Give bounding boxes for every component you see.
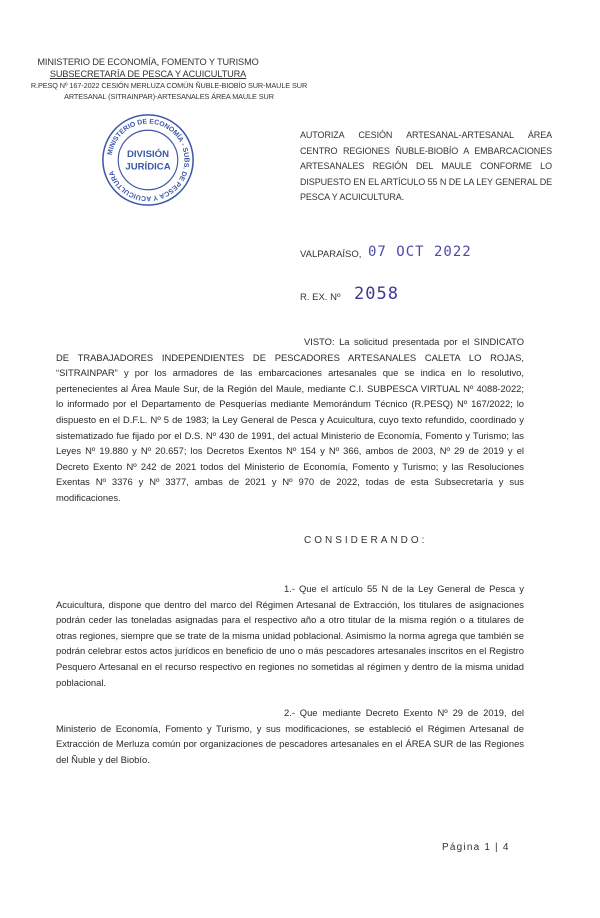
resolution-subject: AUTORIZA CESIÓN ARTESANAL-ARTESANAL ÁREA CENTRO REGIONES ÑUBLE-BIOBÍO A EMBARCACIONES ARTESANALES REGIÓN DEL MAULE CONFORME LO DISPUESTO EN EL ARTÍCULO 55 N DE LA LEY GENERAL DE PESCA Y ACUICULTURA. bbox=[300, 130, 552, 202]
page-number: Página 1 | 4 bbox=[442, 842, 510, 853]
resolution-label: R. EX. Nº bbox=[300, 292, 341, 303]
considerando-heading: CONSIDERANDO: bbox=[304, 535, 428, 546]
reference-line-2: ARTESANAL (SITRAINPAR)-ARTESANALES ÁREA MAULE SUR bbox=[64, 92, 274, 101]
reference-line-1: R.PESQ Nº 167-2022 CESIÓN MERLUZA COMÚN ÑUBLE-BIOBÍO SUR-MAULE SUR bbox=[30, 81, 308, 90]
subsecretaria-name: SUBSECRETARÍA DE PESCA Y ACUICULTURA bbox=[49, 69, 247, 79]
stamp-ring-text: MINISTERIO DE ECONOMÍA - SUBS. DE PESCA Y ACUICULTURA bbox=[106, 118, 190, 202]
letterhead bbox=[24, 56, 314, 102]
date-stamp: 07 OCT 2022 bbox=[368, 244, 472, 260]
visto-paragraph: VISTO: La solicitud presentada por el SINDICATO DE TRABAJADORES INDEPENDIENTES DE PESCADORES ARTESANALES CALETA LO ROJAS, “SITRAINPAR” y por los armadores de las embarcaciones artesanales que se indica en lo resolutivo, pertenecientes al Área Maule Sur, de la Región del Maule, mediante C.I. SUBPESCA VIRTUAL Nº 4088-2022; lo informado por el Departamento de Pesquerías mediante Memorándum Técnico (R.PESQ) Nº 167/2022; lo dispuesto en el D.F.L. Nº 5 de 1983; la Ley General de Pesca y Acuicultura, cuyo texto refundido, coordinado y sistematizado fue fijado por el D.S. Nº 430 de 1991, del actual Ministerio de Economía, Fomento y Turismo; las Leyes Nº 19.880 y Nº 20.657; los Decretos Exentos Nº 154 y Nº 366, ambos de 2003, Nº 29 de 2019 y el Decreto Exento Nº 242 de 2021 todos del Ministerio de Economía, Fomento y Turismo; y las Resoluciones Exentas Nº 3376 y Nº 3377, ambas de 2021 y Nº 970 de 2022, todas de esta Subsecretaría y sus modificaciones. bbox=[56, 336, 524, 503]
stamp-center-line1: DIVISIÓN bbox=[126, 149, 170, 161]
city-label: VALPARAÍSO, bbox=[300, 249, 362, 260]
division-juridica-stamp bbox=[100, 112, 196, 208]
resolution-number: 2058 bbox=[354, 284, 399, 304]
resolution-number-line bbox=[300, 284, 560, 308]
considerando-paragraph-1: 1.- Que el artículo 55 N de la Ley General de Pesca y Acuicultura, dispone que dentro del marco del Régimen Artesanal de Extracción, los titulares de asignaciones podrán ceder las toneladas asignadas para el respectivo año a otro titular de la misma región o a titulares de otras regiones, siempre que se trate de la misma unidad poblacional. Asimismo la norma agrega que también se podrán celebrar estos actos jurídicos en beneficio de uno o más pescadores artesanales inscritos en el Registro Pesquero Artesanal en el recurso respectivo en regiones no sometidas al régimen y dentro de la misma unidad poblacional. bbox=[56, 583, 524, 688]
considerando-paragraph-2: 2.- Que mediante Decreto Exento Nº 29 de 2019, del Ministerio de Economía, Fomento y Turismo, y sus modificaciones, se estableció el Régimen Artesanal de Extracción de Merluza común por organizaciones de pescadores artesanales en el ÁREA SUR de las Regiones del Ñuble y del Biobío. bbox=[56, 707, 524, 765]
date-line bbox=[300, 244, 560, 264]
ministry-name: MINISTERIO DE ECONOMÍA, FOMENTO Y TURISMO bbox=[37, 57, 259, 67]
stamp-center-line2: JURÍDICA bbox=[125, 161, 171, 173]
